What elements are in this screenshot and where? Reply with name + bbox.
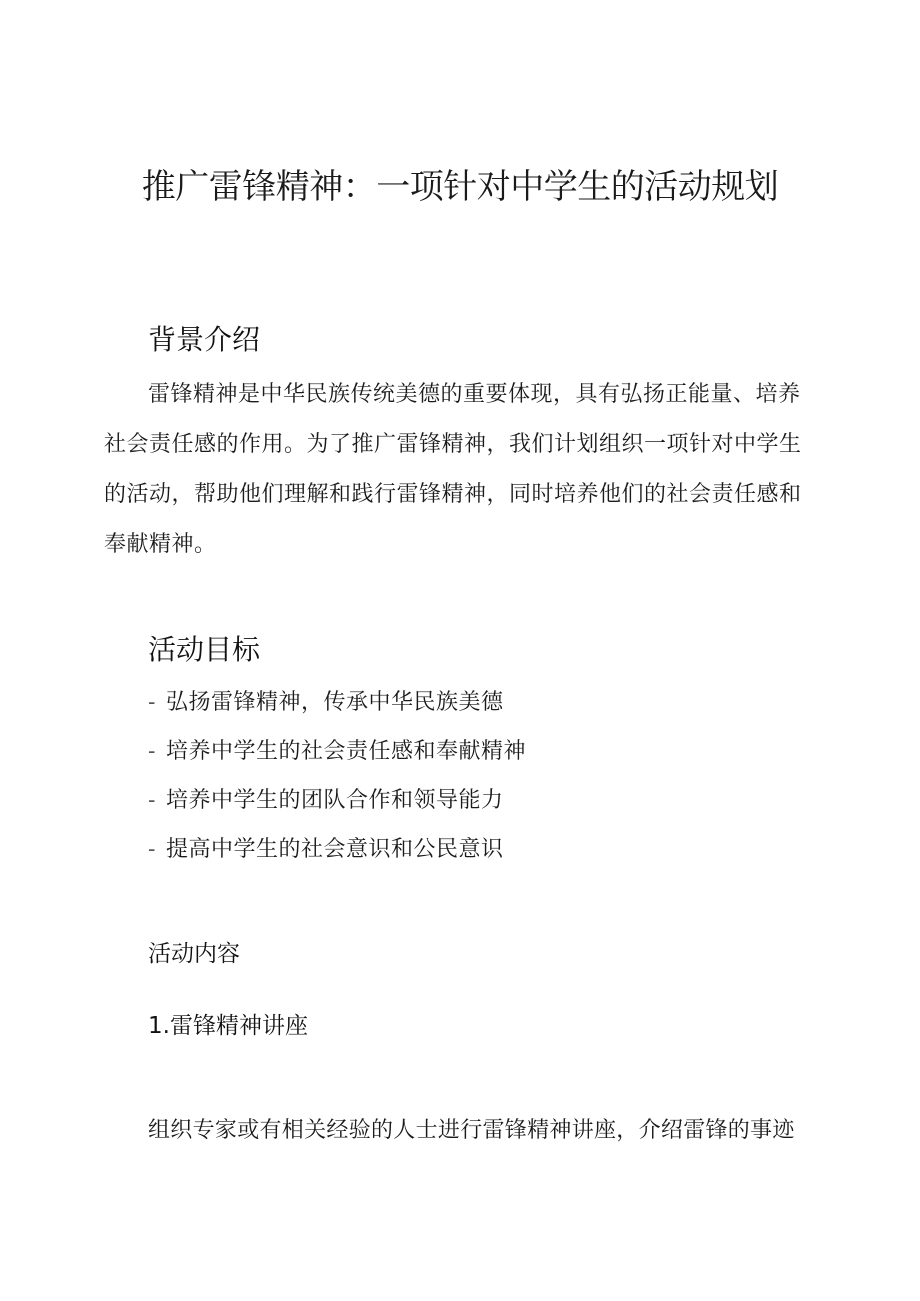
- document-title: 推广雷锋精神：一项针对中学生的活动规划: [141, 167, 779, 207]
- background-paragraph: 雷锋精神是中华民族传统美德的重要体现，具有弘扬正能量、培养社会责任感的作用。为了推广雷锋精神，我们计划组织一项针对中学生的活动，帮助他们理解和践行雷锋精神，同时培养他们的社会责任感和奉献精神。: [104, 382, 802, 557]
- goal-text: 培养中学生的团队合作和领导能力: [165, 788, 504, 813]
- goal-text: 弘扬雷锋精神，传承中华民族美德: [165, 690, 504, 715]
- goals-list: [148, 678, 526, 874]
- list-item: [148, 727, 526, 776]
- list-item: [148, 678, 526, 727]
- background-heading: 背景介绍: [148, 323, 261, 356]
- content-item1-paragraph: 组织专家或有相关经验的人士进行雷锋精神讲座，介绍雷锋的事迹: [148, 1118, 795, 1143]
- bullet-dash: -: [148, 739, 156, 764]
- content-heading: 活动内容: [148, 941, 240, 967]
- list-item: [148, 776, 526, 825]
- bullet-dash: -: [148, 690, 156, 715]
- goal-text: 培养中学生的社会责任感和奉献精神: [165, 739, 526, 764]
- content-item1-heading: 1.雷锋精神讲座: [148, 1013, 308, 1039]
- list-item: [148, 825, 526, 874]
- goals-heading: 活动目标: [148, 633, 261, 666]
- goal-text: 提高中学生的社会意识和公民意识: [165, 837, 504, 862]
- bullet-dash: -: [148, 788, 156, 813]
- bullet-dash: -: [148, 837, 156, 862]
